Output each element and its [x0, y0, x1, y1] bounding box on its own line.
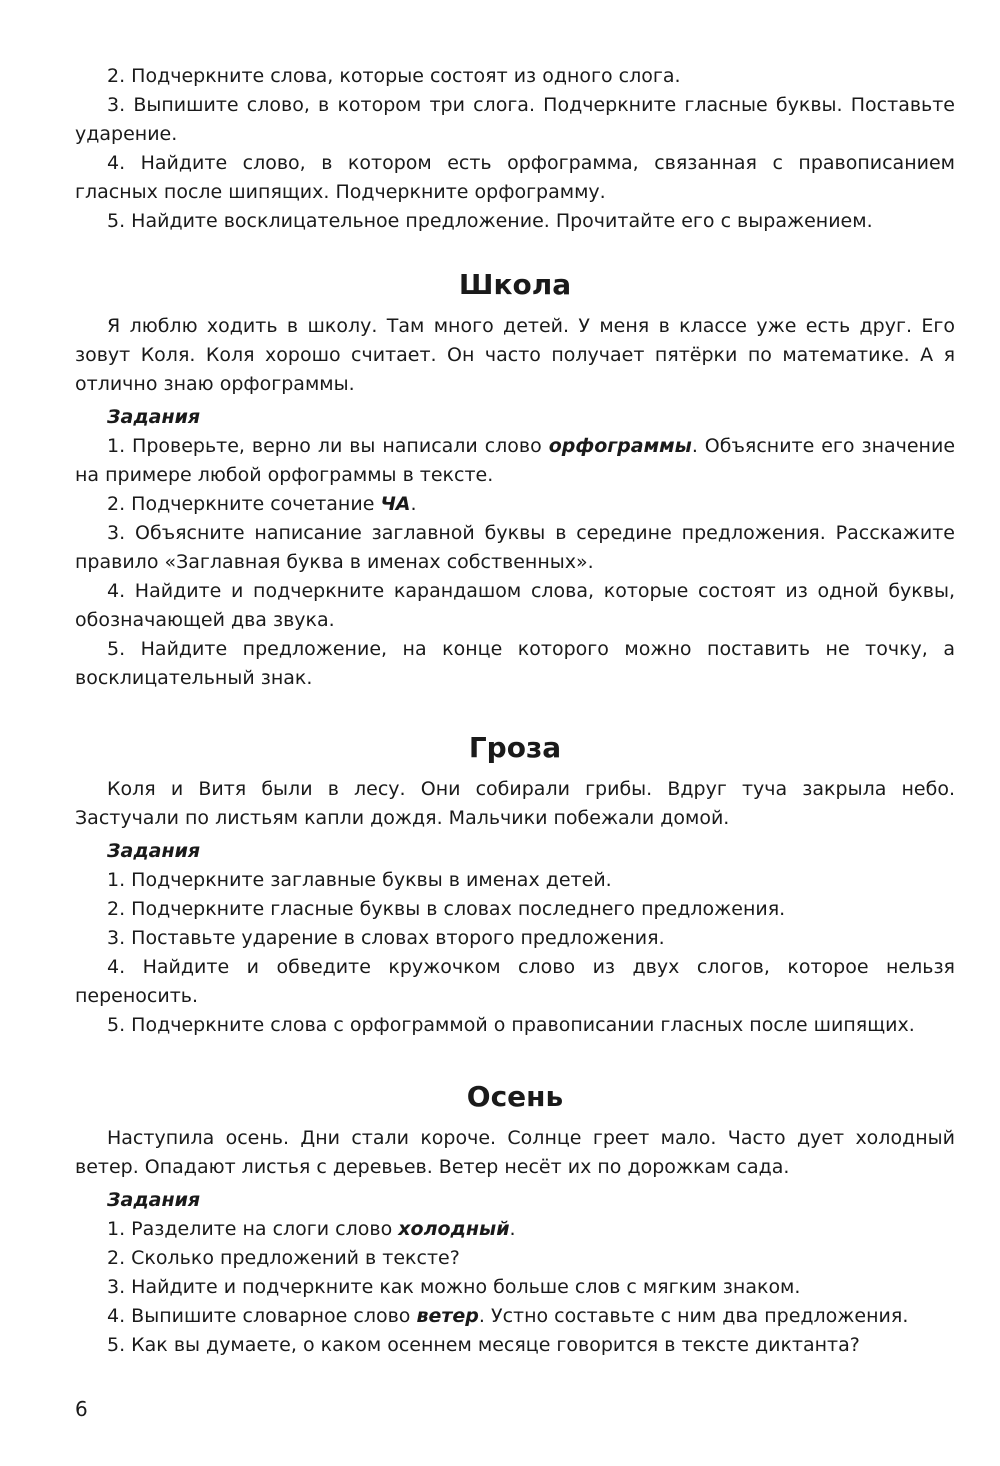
tasks-heading: Задания — [107, 840, 201, 862]
section-shkola — [75, 268, 955, 693]
section-title: Школа — [458, 268, 572, 301]
task-text: 1. Разделите на слоги слово — [107, 1218, 399, 1240]
key-word: холодный — [398, 1218, 510, 1240]
task-list — [75, 1215, 955, 1360]
list-item: 3. Поставьте ударение в словах второго предложения. — [107, 927, 665, 949]
key-word: ветер — [416, 1305, 479, 1327]
list-item: 5. Подчеркните слова с орфограммой о правописании гласных после шипящих. — [107, 1014, 915, 1036]
list-item: 5. Найдите восклицательное предложение. Прочитайте его с выражением. — [107, 210, 873, 232]
task-text: . — [410, 493, 417, 515]
list-item — [75, 1215, 955, 1244]
task-list — [75, 866, 955, 1040]
task-text: . Объясните его значение на примере любой орфограммы в тексте. — [75, 435, 956, 486]
list-item: 2. Сколько предложений в тексте? — [107, 1247, 460, 1269]
list-item — [75, 490, 955, 519]
section-groza — [75, 731, 955, 1040]
list-item: 4. Найдите и обведите кружочком слово из двух слогов, которое нельзя переносить. — [75, 956, 955, 1007]
tasks-heading: Задания — [107, 1189, 201, 1211]
list-item: 5. Как вы думаете, о каком осеннем месяце говорится в тексте диктанта? — [107, 1334, 860, 1356]
section-text: Наступила осень. Дни стали короче. Солнце греет мало. Часто дует холодный ветер. Опадают листья с деревьев. Ветер несёт их по дорожкам сада. — [75, 1127, 955, 1178]
page-number: 6 — [75, 1397, 88, 1421]
list-item: 2. Подчеркните гласные буквы в словах последнего предложения. — [107, 898, 786, 920]
page-content — [75, 62, 955, 1360]
task-text: . — [509, 1218, 516, 1240]
list-item: 3. Найдите и подчеркните как можно больше слов с мягким знаком. — [107, 1276, 801, 1298]
task-text: . Устно составьте с ним два предложения. — [478, 1305, 909, 1327]
task-text: 2. Подчеркните сочетание — [107, 493, 381, 515]
section-text: Я люблю ходить в школу. Там много детей. У меня в классе уже есть друг. Его зовут Коля. Коля хорошо считает. Он часто получает пятёрки по математике. А я отлично знаю орфограммы. — [75, 315, 955, 395]
list-item: 3. Выпишите слово, в котором три слога. Подчеркните гласные буквы. Поставьте ударение. — [75, 94, 955, 145]
section-title: Осень — [466, 1080, 564, 1113]
section-osen — [75, 1080, 955, 1360]
task-text: 1. Проверьте, верно ли вы написали слово — [107, 435, 549, 457]
top-task-list — [75, 62, 955, 236]
list-item: 1. Подчеркните заглавные буквы в именах детей. — [107, 869, 612, 891]
task-list — [75, 432, 955, 693]
task-text: 4. Выпишите словарное слово — [107, 1305, 417, 1327]
section-title: Гроза — [468, 731, 562, 764]
list-item — [75, 432, 955, 490]
list-item: 5. Найдите предложение, на конце которого можно поставить не точку, а восклицательный знак. — [75, 638, 955, 689]
key-word: орфограммы — [548, 435, 692, 457]
list-item — [75, 1302, 955, 1331]
section-text: Коля и Витя были в лесу. Они собирали грибы. Вдруг туча закрыла небо. Застучали по листьям капли дождя. Мальчики побежали домой. — [75, 778, 955, 829]
list-item: 2. Подчеркните слова, которые состоят из одного слога. — [107, 65, 681, 87]
key-word: ЧА — [380, 493, 411, 515]
list-item: 3. Объясните написание заглавной буквы в середине предложения. Расскажите правило «Заглавная буква в именах собственных». — [75, 522, 955, 573]
list-item: 4. Найдите и подчеркните карандашом слова, которые состоят из одной буквы, обозначающей два звука. — [75, 580, 955, 631]
tasks-heading: Задания — [107, 406, 201, 428]
list-item: 4. Найдите слово, в котором есть орфограмма, связанная с правописанием гласных после шипящих. Подчеркните орфограмму. — [75, 152, 955, 203]
